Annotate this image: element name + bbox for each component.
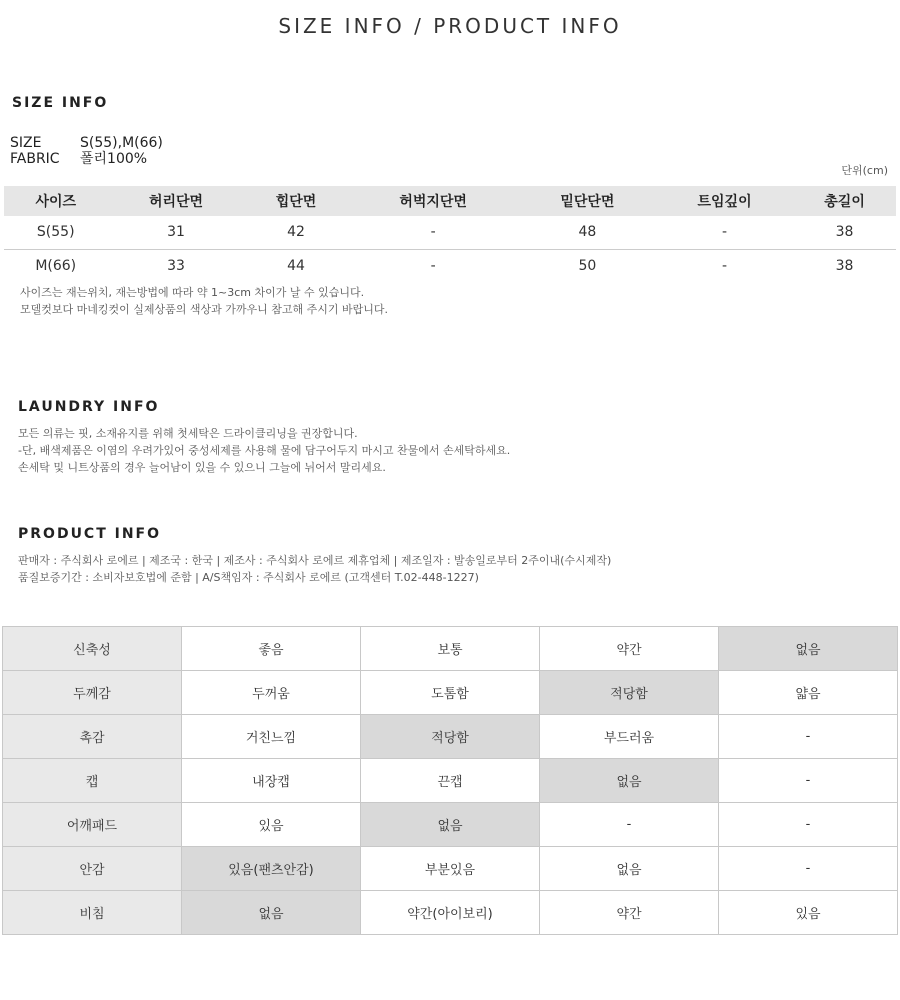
column-header: 밑단단면 [519, 186, 656, 216]
property-option: 있음 [719, 891, 898, 935]
property-option: 끈캡 [361, 759, 540, 803]
property-table [2, 626, 898, 935]
product-info-title: PRODUCT INFO [18, 526, 162, 542]
property-option: 부분있음 [361, 847, 540, 891]
property-option-selected: 없음 [540, 759, 719, 803]
property-option: - [719, 803, 898, 847]
product-note-line: 품질보증기간 : 소비자보호법에 준함 | A/S책임자 : 주식회사 로에르 (고객센터 T.02-448-1227) [18, 571, 479, 584]
laundry-note-line: 모든 의류는 핏, 소재유지를 위해 첫세탁은 드라이클리닝을 권장합니다. [18, 427, 358, 440]
table-cell: 38 [793, 216, 896, 249]
table-cell: - [656, 216, 793, 249]
property-option: 보통 [361, 627, 540, 671]
size-spec [10, 135, 163, 151]
property-option: 좋음 [182, 627, 361, 671]
table-cell: M(66) [35, 257, 77, 274]
column-header: 트임깊이 [656, 186, 793, 216]
property-option: - [719, 847, 898, 891]
property-option: - [540, 803, 719, 847]
property-option: 약간(아이보리) [361, 891, 540, 935]
fabric-value: 폴리100% [80, 151, 148, 167]
table-cell: S(55) [4, 216, 107, 249]
laundry-note-line: -단, 배색제품은 이염의 우려가있어 중성세제를 사용해 물에 담구어두지 마시고 찬물에서 손세탁하세요. [18, 444, 511, 457]
property-row [3, 715, 898, 759]
table-cell: - [722, 257, 728, 274]
property-option: 부드러움 [540, 715, 719, 759]
laundry-notes [18, 425, 510, 476]
property-option: 거친느낌 [182, 715, 361, 759]
property-option: 있음 [182, 803, 361, 847]
property-option-selected: 없음 [719, 627, 898, 671]
table-cell: 38 [835, 257, 854, 274]
property-option: 두꺼움 [182, 671, 361, 715]
property-option: 내장캡 [182, 759, 361, 803]
size-table-header [4, 186, 896, 216]
property-row [3, 803, 898, 847]
property-row [3, 671, 898, 715]
size-info-title: SIZE INFO [12, 95, 109, 111]
property-option: 약간 [540, 891, 719, 935]
property-label: 신축성 [3, 627, 182, 671]
property-label: 안감 [3, 847, 182, 891]
property-row [3, 759, 898, 803]
property-option: 없음 [540, 847, 719, 891]
property-label: 비침 [3, 891, 182, 935]
size-note-line: 사이즈는 재는위치, 재는방법에 따라 약 1~3cm 차이가 날 수 있습니다. [20, 286, 365, 299]
product-notes [18, 552, 611, 586]
table-cell: 31 [107, 216, 244, 249]
unit-label: 단위(cm) [841, 164, 888, 177]
table-cell: 33 [167, 257, 185, 274]
table-cell: 48 [519, 216, 656, 249]
product-note-line: 판매자 : 주식회사 로에르 | 제조국 : 한국 | 제조사 : 주식회사 로에르 제휴업체 | 제조일자 : 발송일로부터 2주이내(수시제작) [18, 554, 612, 567]
column-header: 허리단면 [107, 186, 244, 216]
property-option-selected: 없음 [361, 803, 540, 847]
size-notes [20, 284, 388, 318]
property-option: 도톰함 [361, 671, 540, 715]
column-header: 힙단면 [245, 186, 348, 216]
fabric-label: FABRIC [10, 151, 60, 167]
property-option-selected: 없음 [182, 891, 361, 935]
property-label: 촉감 [3, 715, 182, 759]
table-row [4, 249, 896, 282]
property-label: 캡 [3, 759, 182, 803]
fabric-spec [10, 151, 147, 167]
property-option-selected: 적당함 [540, 671, 719, 715]
property-label: 어깨패드 [3, 803, 182, 847]
table-cell: 50 [578, 257, 597, 274]
property-option: - [719, 759, 898, 803]
page-title: SIZE INFO / PRODUCT INFO [278, 14, 622, 38]
property-row [3, 847, 898, 891]
size-label: SIZE [10, 135, 42, 151]
column-header: 허벅지단면 [347, 186, 518, 216]
table-cell: 44 [287, 257, 305, 274]
laundry-info-title: LAUNDRY INFO [18, 399, 160, 415]
size-value: S(55),M(66) [80, 135, 163, 151]
table-cell: - [347, 216, 518, 249]
size-table [4, 186, 896, 282]
property-option: 약간 [540, 627, 719, 671]
property-row [3, 891, 898, 935]
table-row [4, 216, 896, 249]
column-header: 사이즈 [4, 186, 107, 216]
property-label: 두께감 [3, 671, 182, 715]
laundry-note-line: 손세탁 및 니트상품의 경우 늘어남이 있을 수 있으니 그늘에 뉘어서 말리세요. [18, 461, 386, 474]
property-option: - [719, 715, 898, 759]
table-cell: - [430, 257, 436, 274]
property-option-selected: 있음(팬츠안감) [182, 847, 361, 891]
property-option-selected: 적당함 [361, 715, 540, 759]
property-option: 얇음 [719, 671, 898, 715]
property-row [3, 627, 898, 671]
column-header: 총길이 [793, 186, 896, 216]
size-note-line: 모델컷보다 마네킹컷이 실제상품의 색상과 가까우니 참고해 주시기 바랍니다. [20, 303, 389, 316]
table-cell: 42 [245, 216, 348, 249]
